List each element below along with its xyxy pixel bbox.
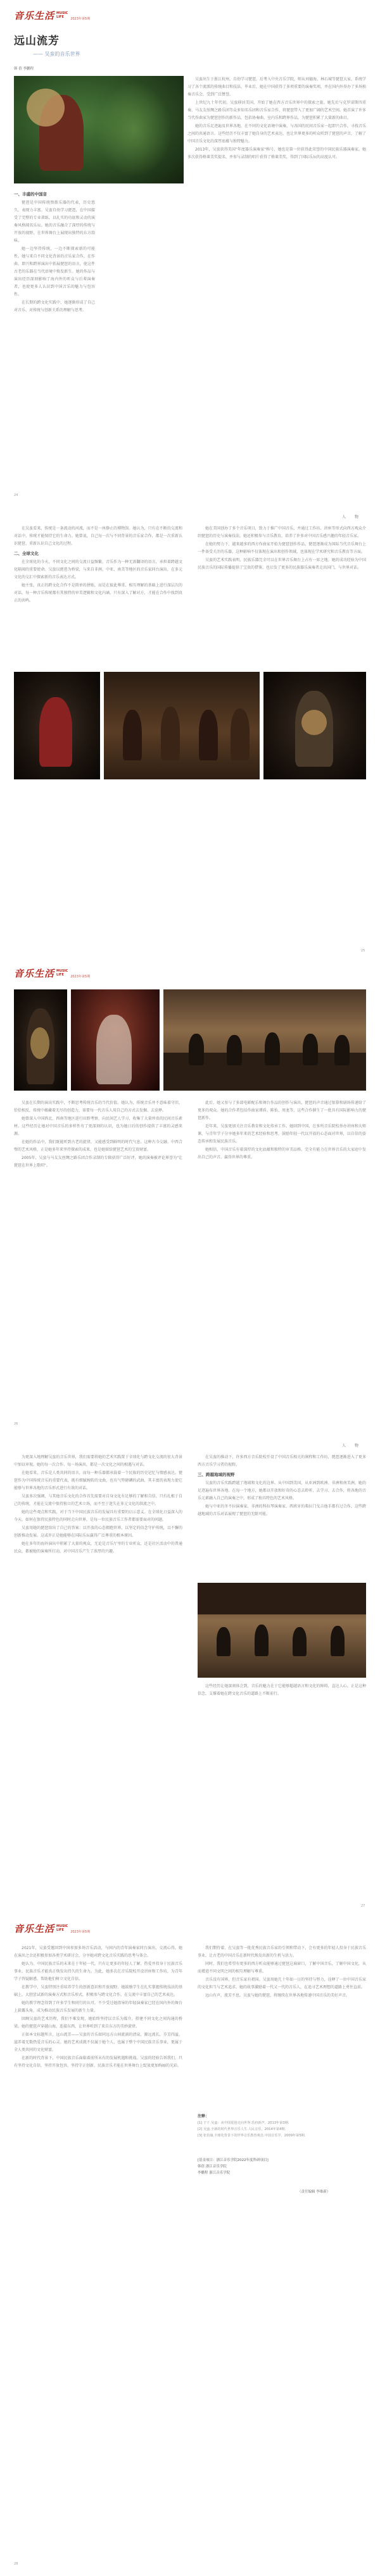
affiliation: 李鹏程 浙江音乐学院 <box>198 2171 231 2175</box>
section-heading-3: 三、跨越地域的视野 <box>198 1472 235 1477</box>
editor-credit: （责任编辑 李维新） <box>298 2190 331 2194</box>
page-5 <box>0 1917 380 2576</box>
ensemble-photo <box>104 672 260 779</box>
right-column-top: 在吴蛮的推动下，许多西方音乐院校开设了中国音乐相关的课程和工作坊，琵琶逐渐进入了更多西方音乐学习者的视野。 三、跨越地域的视野 吴蛮的音乐实践跨越了地域和文化的边界。从中国到美国，从亚洲到欧洲、非洲和南美洲，她的足迹遍布世界各地。在每一个地方，她都以开放和好奇的心态去聆听、去学习、去合作，将各地的音乐元素融入自己的演奏之中，形成了独具特色的艺术风格。 她与中亚的冬不拉演奏家、非洲的科拉琴演奏家、西班牙的弗拉门戈吉他手都有过合作，这些跨越地域的音乐对话展现了琵琶的无限可能。 <box>198 1455 366 1516</box>
solo-photo-right <box>263 672 366 779</box>
concert-hall-photo <box>198 1583 366 1678</box>
magazine-logo <box>14 1922 90 1935</box>
article-title: 远山流芳 <box>14 35 60 47</box>
magazine-name-en: MUSIC LIFE <box>56 11 68 19</box>
notes-title: 注释： <box>198 2114 210 2119</box>
page-number: 26 <box>14 1422 18 1426</box>
magazine-name: 音乐生活 <box>14 1923 55 1935</box>
credits-block <box>198 2157 366 2176</box>
magazine-name-en: MUSIC LIFE <box>56 1924 68 1932</box>
page-number: 25 <box>361 949 365 953</box>
funding-note: [基金项目：浙江音乐学院2022年度科研项目] <box>198 2158 269 2162</box>
note-item: [3] 张伯瑜.全球化背景下的世界音乐教育观念.中国音乐学，2009年第5期. <box>198 2134 306 2138</box>
performance-photo-left <box>14 672 100 779</box>
note-item: [1] 于千.吴蛮：从中国琵琶走向世界.乐府新声，2013年第3期. <box>198 2121 289 2125</box>
right-column: 此后，她又参与了多部电影配乐和舞台作品的创作与演出，琵琶的声音通过银幕和剧场传递给了更多的观众。她的合作者包括作曲家谭盾、陈怡、周龙等，这些合作催生了一批具有国际影响力的琵琶新作。 近年来，吴蛮更加关注音乐教育和文化传承工作。她回到中国，在多所音乐院校举办讲座和大师课，与青年学子分享她多年来的艺术经验和思考，鼓励年轻一代以开放的心态面对世界，以自信的姿态传承和发展民族音乐。 她相信，中国音乐有着深厚的文化底蕴和独特的审美品格，完全有能力在世界音乐的大家庭中发出自己的声音，赢得世界的尊重。 <box>198 1101 366 1160</box>
left-column: 吴蛮在长期的演出实践中，不断思考传统音乐的当代价值。她认为，传统音乐并不意味着守旧，恰恰相反，传统中蕴藏着无尽的创造力，需要每一代音乐人用自己的方式去发掘、去诠释。 她曾深入中国西北、西南等地区进行田野考察，向民间艺人学习，收集了大量珍贵的民间音乐素材。这些经历让她对中国音乐的多样性有了更深刻的认识，也为她日后的创作提供了丰富的灵感来源。 在她的作品中，我们既能听到古老的旋律，又能感受到鲜明的时代气息。这种古今交融、中西合璧的艺术风格，正是她多年来坚持探索的成果，也是她留给琵琶艺术的宝贵财富。 2005年，吴蛮与马友友丝绸之路乐团合作录制的专辑获得广泛好评，她的演奏被评论界誉为"让琵琶在世界上歌唱"。 <box>14 1101 182 1168</box>
pipa-portrait-photo <box>14 989 67 1091</box>
article-authors: 韩 蓓 李鹏程 <box>14 67 34 71</box>
right-column: 吴蛮出生于浙江杭州，自幼学习琵琶，后考入中央音乐学院，师从刘德海、林石城等琵琶大家，系统学习了各个流派的传统曲目和技法。毕业后，她在中国获得了多项重要的演奏奖项，并在国内外举办了多场独奏音乐会，受到广泛赞誉。 上世纪九十年代初，吴蛮移居美国，开始了她在西方音乐世界中的探索之旅。她先后与克罗诺斯四重奏、马友友丝绸之路乐团等众多知名乐团和音乐家合作，将琵琶带入了更加广阔的艺术空间。她首演了许多当代作曲家为琵琶创作的新作品，包括协奏曲、室内乐和跨界作品，为琵琶积累了大量新的曲目。 她的音乐足迹遍及世界各地，在不同的文化语境中演奏，与各国的民间音乐家一起即兴合作，寻找音乐之间的共通语言。这些经历不仅丰富了她自身的艺术表达，也让世界更多的听众听到了琵琶的声音，了解了中国音乐文化的深厚底蕴与独特魅力。 2013年，吴蛮获得美国"年度器乐演奏家"称号，她也是第一位获得此荣誉的中国民族乐器演奏家。她多次获得格莱美奖提名，并参与录制的唱片获得了格莱美奖，得到了国际乐坛的高度认可。 <box>187 77 366 159</box>
right-column: 我们期待着，在吴蛮等一批优秀民族音乐家的引领和带动下，会有更多的年轻人投身于民族音乐事业，让古老的中国音乐在新时代焕发出新的生机与活力。 同时，我们也希望有更多的西方听众能够通过琵琶这扇窗口，了解中国音乐，了解中国文化，从而增进不同文明之间的相互理解与尊重。 音乐没有国界，但音乐家有祖国。吴蛮用她几十年如一日的坚持与努力，诠释了一位中国音乐家的文化担当与艺术追求。她的故事激励着一代又一代的音乐人，在追寻艺术理想的道路上勇往直前。 远山有声，流芳不息。吴蛮与她的琵琶，将继续在世界各地传递中国音乐的美好声音。 <box>198 1946 366 1998</box>
page-2 <box>0 506 380 960</box>
article-subtitle: —— 吴蛮的音乐世界 <box>33 51 80 57</box>
orchestra-hall-photo <box>163 989 366 1091</box>
section-heading-1: 一、丰盛的中国音 <box>14 192 47 197</box>
magazine-name-en: MUSIC LIFE <box>56 969 68 977</box>
section-heading-2: 二、全球文化 <box>14 551 39 556</box>
right-column: 她在美国创办了多个音乐项目，致力于推广中国音乐，并通过工作坊、讲座等形式向西方观众介绍琵琶的历史与演奏技法。她还积极参与音乐教育，培养了许多对中国音乐感兴趣的年轻音乐家。 在她的努力下，越来越多的西方作曲家开始为琵琶创作作品，琵琶逐渐成为国际当代音乐舞台上一件备受关注的乐器。这种影响不仅体现在演出和创作领域，也体现在学术研究和音乐教育等方面。 吴蛮的艺术实践表明，民族乐器完全可以在世界音乐舞台上占有一席之地。她的成功经验为中国民族音乐的国际传播提供了宝贵的借鉴，也启发了更多的民族器乐演奏者走出国门，与世界对话。 <box>198 526 366 570</box>
magazine-name: 音乐生活 <box>14 968 55 979</box>
pipa-instrument <box>27 89 65 127</box>
page-number: 28 <box>14 2562 18 2566</box>
issue-label: 2023年第5期 <box>70 1930 91 1934</box>
section-label: 人 物 <box>342 515 362 519</box>
left-column: 2021年，吴蛮受邀回到中国参加多场音乐活动，与国内的青年演奏家同台演出，交流心得。她在演出之余还积极参加各类学术研讨会，分享她对跨文化音乐实践的思考与体会。 她认为，中国民族音乐的未来在于年轻一代。只有让更多的年轻人了解、热爱并投身于民族音乐事业，民族音乐才能真正焕发出持久的生命力。为此，她多次在音乐院校开设讲座和工作坊，为青年学子答疑解惑，帮助他们树立文化自信。 在教学中，吴蛮特别注重培养学生的创新意识和开放视野。她鼓励学生在扎实掌握传统技法的基础上，大胆尝试新的演奏方式和音乐形式，积极参与跨文化合作，在交流中丰富自己的艺术表达。 她的教学理念得到了许多学生和同行的认可。不少受过她指导的年轻演奏家已经在国内外的舞台上崭露头角，成为推动民族音乐发展的新生力量。 回顾吴蛮的艺术历程，我们不难发现，她始终坚持以音乐为媒介，搭建不同文化之间沟通的桥梁。她的琵琶声穿越山海，连接东西，让世界听到了来自东方的美妙旋律。 正如本文标题所言，远山流芳——吴蛮的音乐如同远方山间流淌的清泉，源远流长，芬芳四溢，滋养着无数热爱音乐的心灵。她的艺术成就不仅属于她个人，也属于整个中国民族音乐事业，更属于全人类共同的文化财富。 在新的时代背景下，中国民族音乐面临着前所未有的发展机遇和挑战。吴蛮的经验告诉我们，只有坚持文化自信，坚持开放包容，坚持守正创新，民族音乐才能在世界舞台上绽放更加绚丽的光彩。 <box>14 1946 182 2068</box>
performer-photo <box>14 76 184 183</box>
left-column: 在吴蛮看来，传统是一条流动的河流，而不是一座静止的博物馆。她认为，只有在不断的交流和对话中，传统才能保持它的生命力。她曾说，自己每一次与不同背景的音乐家合作，都是一次重新认识琵琶、重新认识自己文化的过程。 二、全球文化 在全球化的今天，不同文化之间的交流日益频繁，音乐作为一种无需翻译的语言，承担着跨越文化隔阂的重要使命。吴蛮以琵琶为桥梁，与来自非洲、中亚、南美等地区的音乐家同台演出，在多元文化的交汇中探索新的音乐表达方式。 她主张，真正的跨文化合作不是简单的拼贴，而是在彼此尊重、相互理解的基础上进行深层次的对话。每一种音乐传统都有其独特的审美逻辑和文化内涵，只有深入了解对方，才能在合作中找到真正的共鸣。 <box>14 526 182 603</box>
affiliation: 韩蓓 浙江音乐学院 <box>198 2165 227 2169</box>
page-1 <box>0 0 380 506</box>
section-label: 人 物 <box>342 1444 362 1448</box>
page-3 <box>0 960 380 1436</box>
page-number: 27 <box>361 1904 365 1908</box>
magazine-logo <box>14 9 90 22</box>
right-column-bottom: 这些经历让她深刻体会到，音乐的魅力在于它能够超越语言和文化的障碍，直达人心。正是这种信念，支撑着她在跨文化音乐的道路上不断前行。 <box>198 1684 366 1696</box>
left-column: 为更深入地理解吴蛮的音乐世界，我们需要将她的艺术实践置于全球化与跨文化交流的宏大背景中加以审视。她的每一次合作、每一场演出，都是一次文化之间的相遇与对话。 在她看来，音乐是人类共同的语言，而每一种乐器都承载着一个民族的历史记忆与情感表达。琵琶作为中国传统音乐的重要代表，既有细腻婉转的文曲，也有气势磅礴的武曲，其丰富的表现力使它能够与世界各地的音乐形式进行有效的对话。 吴蛮多次强调，与其他音乐文化的合作首先需要对自身文化有足够的了解和自信。只有扎根于自己的传统，才能在交流中保持独立的艺术立场，而不至于迷失在多元文化的洪流之中。 她的这些观点和实践，对于当下中国民族音乐的发展具有重要的启示意义。在全球化日益深入的今天，如何在保持民族特色的同时走向世界，是每一位民族音乐工作者都需要面对的问题。 吴蛮用她的琵琶给出了自己的答案：以开放的心态拥抱世界，以坚定的信念守护传统，以不懈的创新推动发展。这或许正是她能够在国际乐坛赢得广泛尊重的根本原因。 她在多年的海外演出中积累了大量的观众，无论是音乐厅里的专业听众，还是社区活动中的普通民众，都被她的演奏所打动，对中国音乐产生了浓厚的兴趣。 <box>14 1455 182 1554</box>
magazine-name: 音乐生活 <box>14 10 55 22</box>
page-number: 24 <box>14 493 18 497</box>
stage-performance-photo <box>71 989 160 1091</box>
issue-label: 2023年第5期 <box>70 975 91 979</box>
note-item: [2] 吴蛮.全新的时代世界音乐人生.人民音乐，2014年第4期. <box>198 2127 286 2131</box>
magazine-logo <box>14 967 90 980</box>
left-column: 一、丰盛的中国音 琵琶是中国传统弹拨乐器的代表，历史悠久，表现力丰富。吴蛮自幼学习琵琶，在中国接受了完整的专业训练，以扎实的功底和灵动的演奏风格闻名乐坛。她的音乐融合了深厚的传统与开放的视野，在世界舞台上展现出独特的东方韵味。 她一边坚持传统，一边不断探索新的可能性。她与来自不同文化背景的音乐家合作，在作曲、即兴和跨界演出中拓展琵琶的语言，使这件古老的乐器在当代语境中焕发新生。她的作品与演出经历深刻影响了海内外的听众与后辈演奏者，也使更多人认识到中国音乐的魅力与包容性。 在长期的跨文化实践中，她逐渐形成了自己对音乐、对传统与创新关系的理解与思考。 <box>14 192 95 313</box>
notes-block <box>198 2113 366 2139</box>
issue-label: 2023年第5期 <box>70 17 91 21</box>
page-4 <box>0 1436 380 1917</box>
